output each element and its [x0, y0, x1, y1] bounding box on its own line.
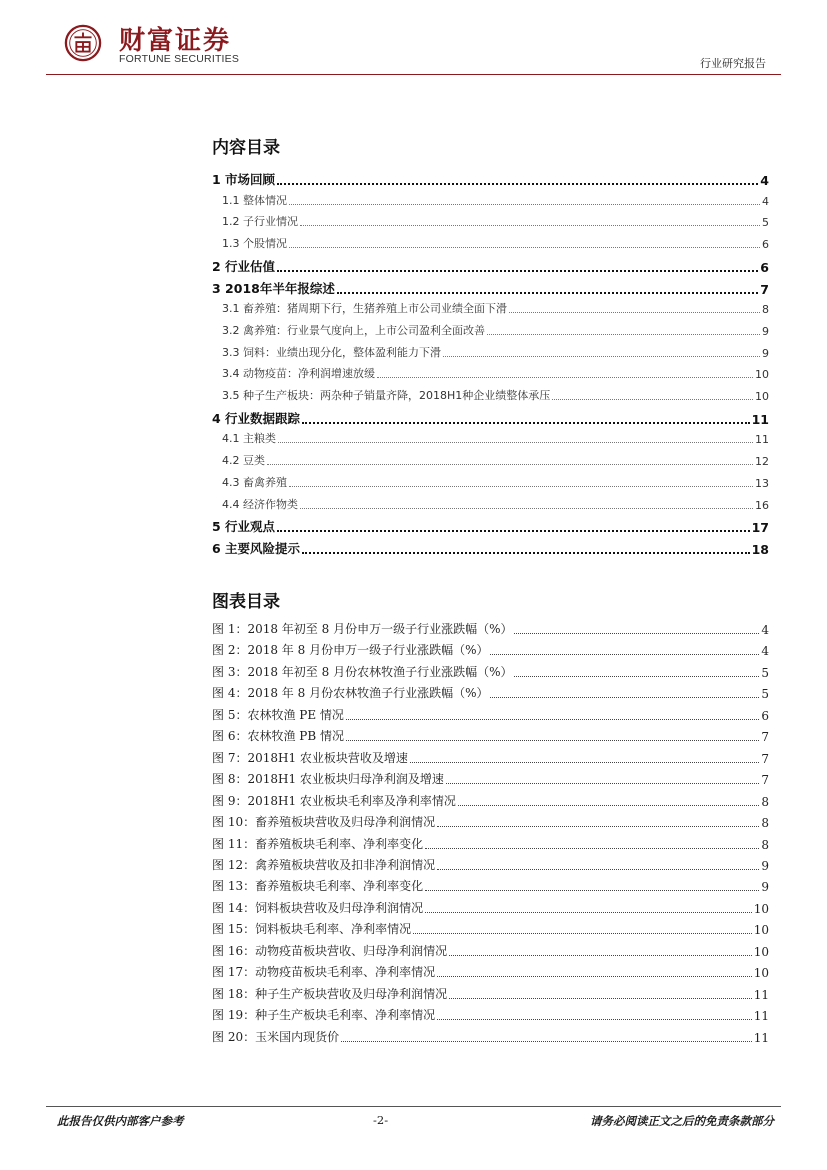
toc-leader-dots [337, 291, 758, 294]
toc-entry-label: 3.1 畜养殖：猪周期下行，生猪养殖上市公司业绩全面下滑 [222, 302, 507, 316]
toc-leader-dots [458, 804, 759, 806]
toc-entry-label: 1.3 个股情况 [222, 237, 287, 251]
toc-entry-label: 图 19：种子生产板块毛利率、净利率情况 [212, 1008, 436, 1023]
toc-leader-dots [437, 868, 759, 870]
toc-entry[interactable] [212, 365, 769, 381]
toc-leader-dots [449, 997, 752, 999]
toc-entry[interactable] [212, 496, 769, 512]
toc-entry[interactable] [212, 344, 769, 360]
header-divider [46, 74, 781, 75]
toc-entry-label: 图 18：种子生产板块营收及归母净利润情况 [212, 986, 448, 1001]
logo-english-name: FORTUNE SECURITIES [119, 53, 240, 65]
toc-entry-page: 5 [761, 687, 769, 702]
toc-entry-label: 1 市场回顾 [212, 172, 276, 187]
toc-entry[interactable] [212, 770, 769, 787]
toc-leader-dots [289, 485, 753, 487]
toc-leader-dots [346, 718, 759, 720]
toc-entry-label: 图 7：2018H1 农业板块营收及增速 [212, 750, 408, 765]
toc-entry-page: 9 [761, 858, 769, 873]
toc-entry-page: 18 [751, 541, 769, 557]
toc-entry-page: 7 [761, 773, 769, 788]
toc-entry[interactable] [212, 300, 769, 316]
toc-leader-dots [490, 653, 759, 655]
toc-leader-dots [410, 761, 759, 763]
toc-entry[interactable] [212, 877, 769, 894]
toc-leader-dots [300, 224, 760, 226]
toc-entry-page: 9 [762, 346, 769, 360]
toc-leader-dots [341, 1040, 752, 1042]
toc-leader-dots [487, 333, 760, 335]
toc-entry-label: 图 11：畜养殖板块毛利率、净利率变化 [212, 836, 424, 851]
toc-leader-dots [413, 932, 752, 934]
toc-entry[interactable] [212, 792, 769, 809]
toc-entry[interactable] [212, 942, 769, 959]
toc-entry[interactable] [212, 963, 769, 980]
toc-entry-label: 图 17：动物疫苗板块毛利率、净利率情况 [212, 965, 436, 980]
toc-entry-page: 8 [761, 794, 769, 809]
toc-entry-label: 图 9：2018H1 农业板块毛利率及净利率情况 [212, 793, 456, 808]
toc-entry-label: 图 8：2018H1 农业板块归母净利润及增速 [212, 772, 444, 787]
toc-entry[interactable] [212, 727, 769, 744]
toc-entry-label: 图 5：农林牧渔 PE 情况 [212, 707, 344, 722]
toc-entry-label: 4 行业数据跟踪 [212, 410, 301, 426]
toc-entry[interactable] [212, 1028, 769, 1045]
toc-leader-dots [446, 782, 759, 784]
toc-entry[interactable] [212, 213, 769, 229]
toc-leader-dots [437, 825, 759, 827]
toc-entry-page: 8 [761, 837, 769, 852]
toc-entry[interactable] [212, 985, 769, 1002]
toc-leader-dots [277, 269, 758, 272]
toc-entry-label: 3.4 动物疫苗：净利润增速放缓 [222, 367, 375, 381]
toc-leader-dots [302, 551, 750, 554]
toc-entry-label: 4.2 豆类 [222, 454, 265, 468]
toc-entry-page: 10 [755, 368, 769, 382]
toc-leader-dots [425, 911, 752, 913]
toc-entry-page: 10 [753, 923, 769, 938]
toc-entry-page: 10 [753, 966, 769, 981]
footer-disclaimer-right: 请务必阅读正文之后的免责条款部分 [590, 1114, 774, 1128]
toc-entry-label: 图 20：玉米国内现货价 [212, 1029, 340, 1044]
toc-entry-label: 4.1 主粮类 [222, 432, 276, 446]
toc-entry-label: 4.4 经济作物类 [222, 497, 298, 511]
toc-leader-dots [509, 311, 760, 313]
toc-leader-dots [449, 954, 752, 956]
toc-leader-dots [425, 889, 759, 891]
footer-divider [46, 1106, 781, 1107]
toc-entry-label: 图 6：农林牧渔 PB 情况 [212, 729, 344, 744]
toc-entry[interactable] [212, 920, 769, 937]
toc-entry-label: 5 行业观点 [212, 519, 276, 535]
toc-leader-dots [552, 398, 753, 400]
toc-entry-page: 7 [761, 730, 769, 745]
toc-leader-dots [277, 182, 758, 185]
toc-entry-page: 9 [761, 880, 769, 895]
toc-entry-label: 图 3：2018 年初至 8 月份农林牧渔子行业涨跌幅（%） [212, 664, 513, 679]
toc-entry[interactable] [212, 706, 769, 723]
toc-entry-label: 3 2018年半年报综述 [212, 280, 335, 296]
toc-entry-label: 1.1 整体情况 [222, 193, 287, 207]
footer-disclaimer-left: 此报告仅供内部客户参考 [57, 1114, 184, 1128]
toc-entry[interactable] [212, 663, 769, 680]
toc-entry-label: 3.5 种子生产板块：两杂种子销量齐降，2018H1种企业绩整体承压 [222, 389, 551, 402]
toc-entry-label: 图 14：饲料板块营收及归母净利润情况 [212, 900, 424, 915]
toc-entry[interactable] [212, 641, 769, 658]
toc-entry-page: 8 [762, 303, 769, 317]
toc-leader-dots [425, 847, 759, 849]
toc-entry[interactable] [212, 856, 769, 873]
toc-leader-dots [443, 355, 760, 357]
toc-entry[interactable] [212, 279, 769, 297]
toc-entry[interactable] [212, 684, 769, 701]
toc-entry[interactable] [212, 430, 769, 446]
toc-entry-page: 6 [761, 708, 769, 723]
toc-entry-page: 4 [760, 173, 769, 188]
toc-entry[interactable] [212, 899, 769, 916]
toc-leader-dots [267, 463, 753, 465]
toc-entry-label: 图 2：2018 年 8 月份申万一级子行业涨跌幅（%） [212, 643, 489, 658]
toc-entry-page: 4 [762, 194, 769, 208]
toc-entry-page: 11 [753, 1030, 769, 1045]
toc-entry[interactable] [212, 517, 769, 535]
toc-entry[interactable] [212, 813, 769, 830]
toc-leader-dots [300, 507, 753, 509]
toc-entry-label: 图 12：禽养殖板块营收及扣非净利润情况 [212, 857, 436, 872]
toc-leader-dots [302, 421, 750, 424]
toc-entry-label: 3.3 饲料：业绩出现分化，整体盈利能力下滑 [222, 345, 441, 359]
toc-entry-page: 11 [753, 1009, 769, 1024]
toc-entry[interactable] [212, 192, 769, 208]
toc-entry-page: 6 [760, 259, 769, 275]
toc-entry-label: 1.2 子行业情况 [222, 215, 298, 229]
toc-entry-page: 10 [753, 944, 769, 959]
toc-entry[interactable] [212, 322, 769, 338]
toc-entry[interactable] [212, 749, 769, 766]
toc-entry-label: 图 16：动物疫苗板块营收、归母净利润情况 [212, 943, 448, 958]
toc-entry-page: 11 [753, 987, 769, 1002]
toc-entry-page: 7 [761, 751, 769, 766]
toc-entry-page: 4 [761, 623, 769, 637]
toc-leader-dots [514, 632, 759, 634]
toc-entry[interactable] [212, 409, 769, 427]
toc-leader-dots [289, 246, 760, 248]
toc-entry-label: 图 1：2018 年初至 8 月份申万一级子行业涨跌幅（%） [212, 622, 513, 636]
toc-leader-dots [278, 441, 753, 443]
contents-title: 内容目录 [212, 138, 280, 158]
toc-entry-label: 图 15：饲料板块毛利率、净利率情况 [212, 922, 412, 937]
toc-entry-page: 16 [755, 498, 769, 512]
toc-entry-page: 10 [755, 390, 769, 403]
toc-entry-page: 5 [761, 665, 769, 680]
toc-entry-label: 图 13：畜养殖板块毛利率、净利率变化 [212, 879, 424, 894]
toc-entry-label: 4.3 畜禽养殖 [222, 475, 287, 489]
toc-entry[interactable] [212, 1006, 769, 1023]
toc-leader-dots [437, 975, 752, 977]
fortune-securities-logo-icon [64, 24, 102, 62]
toc-entry-page: 11 [755, 433, 769, 447]
toc-entry-label: 3.2 禽养殖：行业景气度向上，上市公司盈利全面改善 [222, 323, 485, 337]
toc-entry-page: 8 [761, 816, 769, 831]
toc-entry-label: 图 4：2018 年 8 月份农林牧渔子行业涨跌幅（%） [212, 686, 489, 701]
toc-entry-label: 图 10：畜养殖板块营收及归母净利润情况 [212, 815, 436, 830]
toc-entry[interactable] [212, 474, 769, 490]
toc-leader-dots [346, 739, 759, 741]
toc-entry[interactable] [212, 620, 769, 637]
toc-entry-page: 7 [760, 281, 769, 297]
toc-entry[interactable] [212, 387, 769, 403]
toc-leader-dots [377, 376, 753, 378]
report-type-label: 行业研究报告 [700, 57, 766, 70]
toc-entry-page: 11 [751, 411, 769, 427]
toc-leader-dots [437, 1018, 752, 1020]
toc-entry-page: 13 [755, 476, 769, 490]
toc-leader-dots [277, 529, 750, 532]
toc-entry[interactable] [212, 257, 769, 275]
toc-entry-page: 10 [753, 901, 769, 916]
toc-entry[interactable] [212, 452, 769, 468]
toc-entry[interactable] [212, 539, 769, 557]
page-number: -2- [373, 1113, 389, 1127]
toc-leader-dots [514, 675, 759, 677]
toc-leader-dots [289, 203, 760, 205]
figures-title: 图表目录 [212, 592, 280, 612]
toc-entry-label: 2 行业估值 [212, 258, 276, 274]
toc-entry-page: 6 [762, 238, 769, 252]
toc-entry-page: 5 [762, 216, 769, 230]
toc-leader-dots [490, 696, 759, 698]
toc-entry[interactable] [212, 235, 769, 251]
toc-entry-page: 17 [751, 520, 769, 536]
toc-entry-page: 4 [761, 644, 769, 659]
toc-entry[interactable] [212, 170, 769, 188]
toc-entry-page: 9 [762, 324, 769, 338]
logo-chinese-name: 财富证券 [119, 26, 232, 56]
toc-entry[interactable] [212, 835, 769, 852]
page-header [0, 0, 827, 80]
toc-entry-page: 12 [755, 455, 769, 469]
toc-entry-label: 6 主要风险提示 [212, 540, 301, 556]
